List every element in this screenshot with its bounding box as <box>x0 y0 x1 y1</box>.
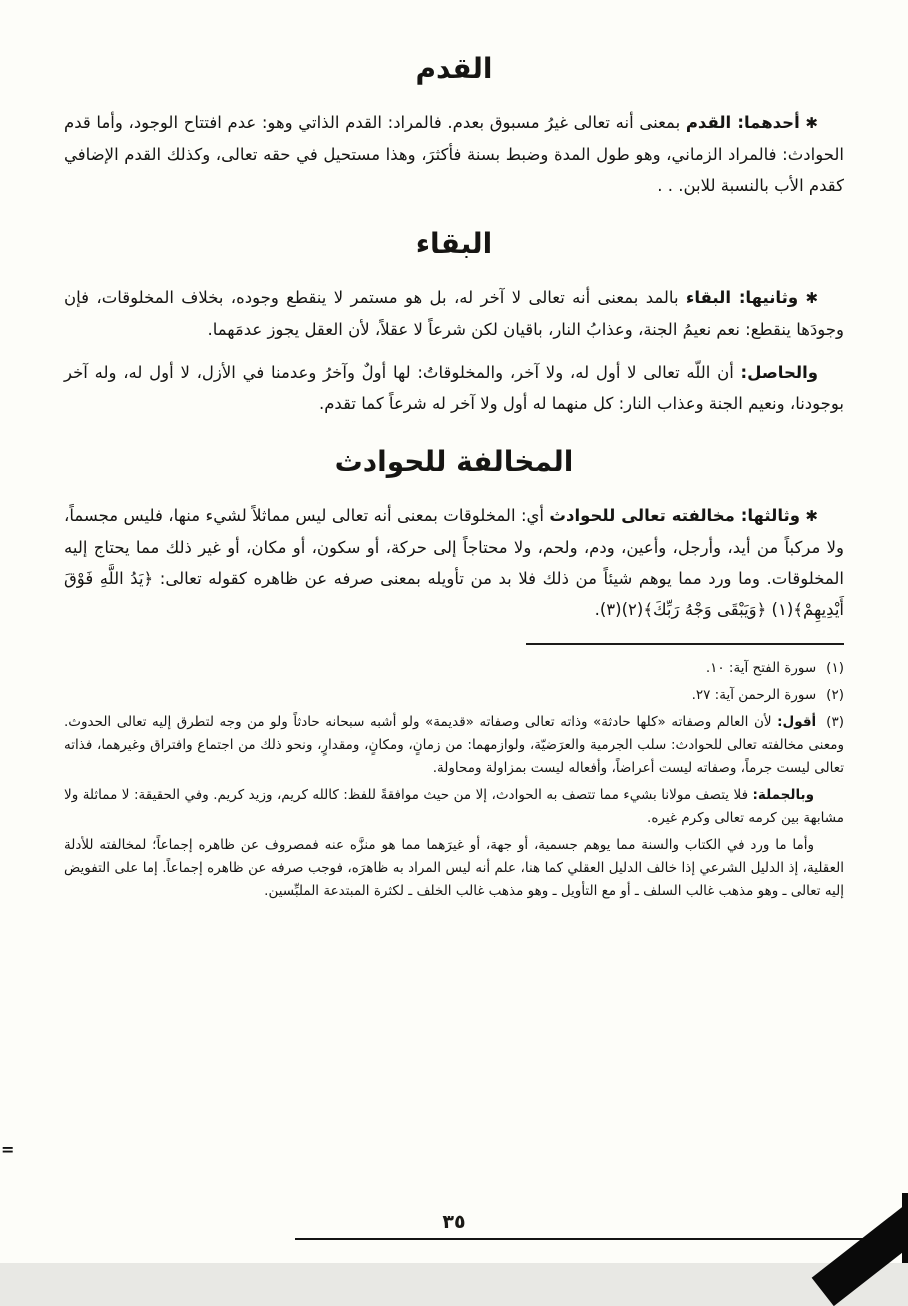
paragraph-hasil <box>64 357 844 419</box>
paragraph-text: أي: المخلوقات بمعنى أنه تعالى ليس مماثلاً لشيء منها، فليس مجسماً، ولا مركباً من أيد، وأرجل، وأعين، ودم، ولحم، ولا محتاجاً إلى حركة، أو سكون، أو مكان، أو غير ذلك مما يحتاج إليه المخلوقات. وما ورد مما يوهم شيئاً من ذلك فلا بد من تأويله بمعنى صرفه عن ظاهره كقوله تعالى: ﴿يَدُ اللَّهِ فَوْقَ أَيْدِيهِمْ﴾(١) ﴿وَيَبْقَى وَجْهُ رَبِّكَ﴾(٢)(٣). <box>64 506 844 619</box>
footnote-marker: (٣) <box>826 714 844 730</box>
paragraph-mukhalafa <box>64 500 844 625</box>
footnote-marker: (٢) <box>826 687 844 703</box>
scan-artifact-line <box>295 1238 908 1240</box>
footnote-3-continuation-2 <box>64 834 844 903</box>
paragraph-text: أن اللّه تعالى لا أول له، ولا آخر، والمخلوقاتُ: لها أولٌ وآخرُ وعدمنا في الأزل، لا أول له، وله آخر بوجودنا، ونعيم الجنة وعذاب النار: كل منهما له أول ولا آخر له شرعاً كما تقدم. <box>64 363 844 413</box>
footnote-3 <box>64 711 844 780</box>
paragraph-lead: وثانيها: البقاء <box>685 288 799 307</box>
footnote-1 <box>64 657 844 680</box>
footnote-lead: وبالجملة: <box>752 787 815 803</box>
footnote-2 <box>64 684 844 707</box>
footnote-lead: أقول: <box>777 714 817 730</box>
paragraph-qidam <box>64 107 844 201</box>
paragraph-lead: والحاصل: <box>740 363 818 382</box>
footnote-marker: (١) <box>826 660 844 676</box>
footnote-3-continuation-1 <box>64 784 844 830</box>
paragraph-lead: وثالثها: مخالفته تعالى للحوادث <box>549 506 800 525</box>
section-heading-qidam: القدم <box>415 52 493 85</box>
footnote-text: لأن العالم وصفاته «كلها حادثة» وذاته تعالى وصفاته «قديمة» ولو أشبه سبحانه حادثاً ولو من وجه لتطرق إليه تعالى الحدوث. ومعنى مخالفته تعالى للحوادث: سلب الجرمية والعرَضيّة، ولوازمهما: من زمانٍ، ومكانٍ، ومقدارٍ، ونحو ذلك من اجتماع وافتراق وغيرهما، فذاته تعالى ليست جرماً، وصفاته ليست أعراضاً، وأفعاله ليست بمزاولة ومحاولة. <box>64 714 844 776</box>
footnote-text: سورة الرحمن آية: ٢٧. <box>691 687 817 703</box>
paragraph-text: بمعنى أنه تعالى غيرُ مسبوق بعدم. فالمراد: القدم الذاتي وهو: عدم افتتاح الوجود، وأما قدم الحوادث: فالمراد الزماني، وهو طول المدة وضبط بسنة فأكثرَ، وهذا مستحيل في حقه تعالى، وكذلك القدم الإضافي كقدم الأب بالنسبة للابن. . . <box>64 113 844 195</box>
paragraph-baqa <box>64 282 844 345</box>
section-heading-mukhalafa: المخالفة للحوادث <box>334 445 574 478</box>
footnote-text: سورة الفتح آية: ١٠. <box>705 660 817 676</box>
section-heading-baqa: البقاء <box>415 227 493 260</box>
paragraph-text: بالمد بمعنى أنه تعالى لا آخر له، بل هو مستمر لا ينقطع وجوده، بخلاف المخلوقات، فإن وجودَها ينقطع: نعم نعيمُ الجنة، وعذابُ النار، باقيان لكن شرعاً لا عقلاً، لأن العقل يجوز عدمَهما. <box>64 288 844 339</box>
footnotes-block <box>64 643 844 903</box>
scan-artifact-edge-mark <box>902 1193 908 1263</box>
margin-continuation-mark: = <box>1 1140 15 1159</box>
star-bullet-icon: ✱ <box>805 507 818 525</box>
star-bullet-icon: ✱ <box>805 114 818 132</box>
footnote-text: فلا يتصف مولانا بشيء مما تتصف به الحوادث، إلا من حيث موافقةً للفظ: كالله كريم، وزيد كريم. وفي الحقيقة: لا مماثلة ولا مشابهة بين كرمه تعالى وكرم غيره. <box>64 787 844 826</box>
paragraph-lead: أحدهما: القدم <box>685 113 800 132</box>
footnote-text: وأما ما ورد في الكتاب والسنة مما يوهم جسمية، أو جهة، أو غيرَهما مما هو منزَّه عنه فمصروف عن ظاهره إجماعاً؛ لمخالفته للأدلة العقلية، إذ الدليل الشرعي إذا خالف الدليل العقلي كما هنا، علم أنه ليس المراد به ظاهرَه، فوجب صرفه عن ظاهره إجماعاً. إما على التفويض إليه تعالى ـ وهو مذهب غالب السلف ـ أو مع التأويل ـ وهو مذهب غالب الخلف ـ لكثرة المبتدعة الملبِّسين. <box>64 837 844 899</box>
star-bullet-icon: ✱ <box>805 289 819 307</box>
footnote-separator <box>526 643 844 645</box>
page-number: ٣٥ <box>442 1211 466 1233</box>
